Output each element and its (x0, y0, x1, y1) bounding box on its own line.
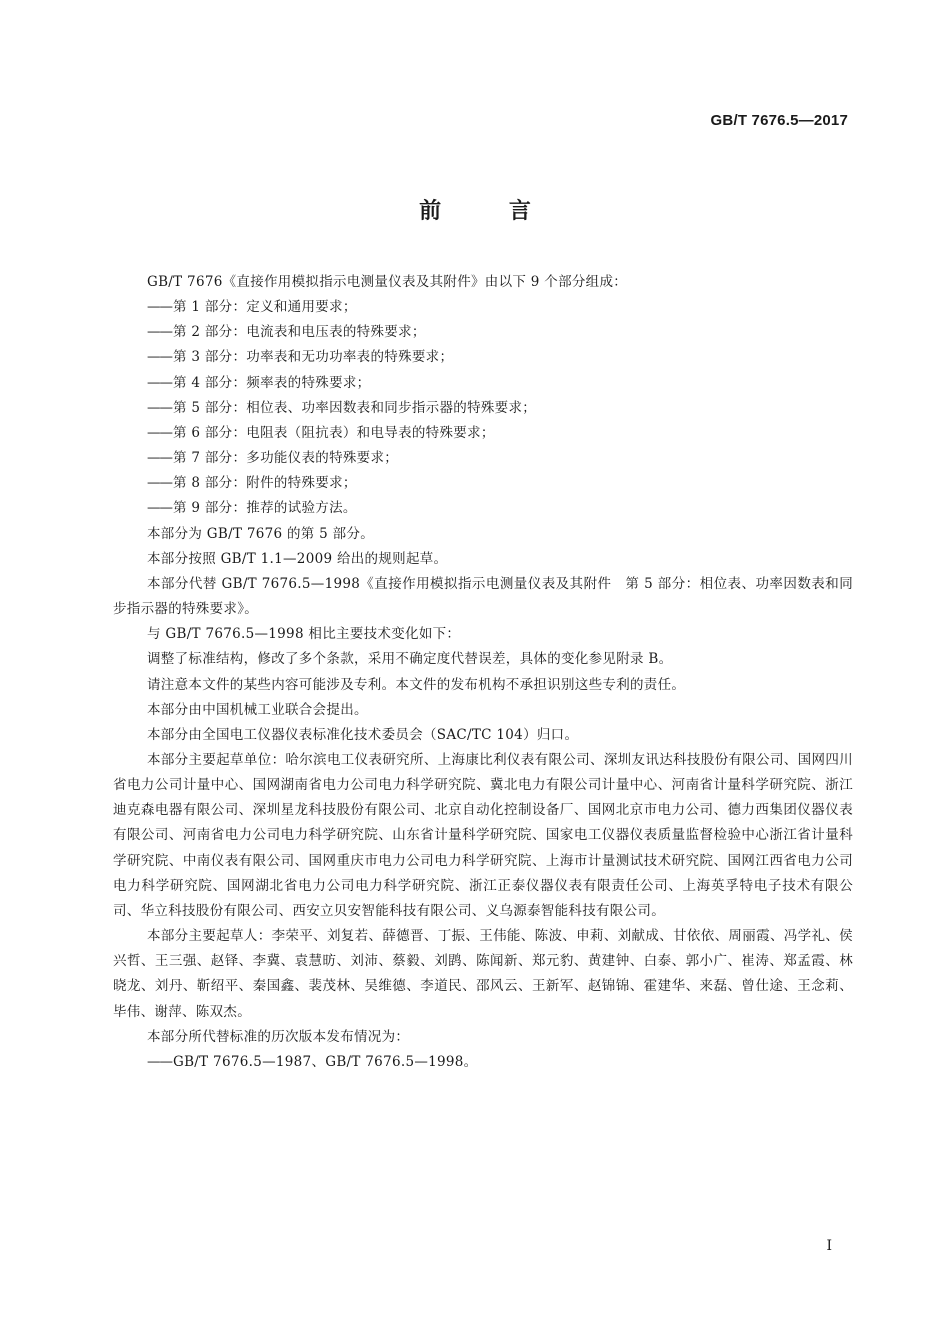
drafters-paragraph: 本部分主要起草人：李荣平、刘复若、薛德晋、丁振、王伟能、陈波、申莉、刘献成、甘依依、周丽霞、冯学礼、侯兴哲、王三强、赵铎、李冀、袁慧昉、刘沛、蔡毅、刘鹍、陈闻新、郑元豹、黄建钟、白泰、郭小广、崔涛、郑孟霞、林晓龙、刘丹、靳绍平、秦国鑫、裴茂林、吴维德、李道民、邵风云、王新军、赵锦锦、霍建华、来磊、曾仕途、王念莉、毕伟、谢萍、陈双杰。 (113, 928, 853, 1020)
parts-list (113, 295, 853, 521)
patent-notice-paragraph: 请注意本文件的某些内容可能涉及专利。本文件的发布机构不承担识别这些专利的责任。 (147, 676, 686, 693)
drafting-units-paragraph: 本部分主要起草单位：哈尔滨电工仪表研究所、上海康比利仪表有限公司、深圳友讯达科技股份有限公司、国网四川省电力公司计量中心、国网湖南省电力公司电力科学研究院、冀北电力有限公司计量中心、河南省计量科学研究院、浙江迪克森电器有限公司、深圳星龙科技股份有限公司、北京自动化控制设备厂、国网北京市电力公司、德力西集团仪器仪表有限公司、河南省电力公司电力科学研究院、山东省计量科学研究院、国家电工仪器仪表质量监督检验中心浙江省计量科学研究院、中南仪表有限公司、国网重庆市电力公司电力科学研究院、上海市计量测试技术研究院、国网江西省电力公司电力科学研究院、国网湖北省电力公司电力科学研究院、浙江正泰仪器仪表有限责任公司、上海英孚特电子技术有限公司、华立科技股份有限公司、西安立贝安智能科技有限公司、义乌源泰智能科技有限公司。 (113, 751, 853, 919)
list-item: —— 第 7 部分：多功能仪表的特殊要求； (113, 446, 853, 471)
replaces-paragraph: 本部分代替 GB/T 7676.5—1998《直接作用模拟指示电测量仪表及其附件 第 5 部分：相位表、功率因数表和同步指示器的特殊要求》。 (113, 575, 853, 618)
list-item: —— 第 4 部分：频率表的特殊要求； (113, 371, 853, 396)
history-versions: —— GB/T 7676.5—1987、GB/T 7676.5—1998。 (113, 1050, 853, 1075)
foreword-body (113, 270, 853, 1075)
managed-by-paragraph: 本部分由全国电工仪器仪表标准化技术委员会（SAC/TC 104）归口。 (147, 726, 579, 743)
page-number: I (826, 1238, 832, 1254)
list-item: —— 第 9 部分：推荐的试验方法。 (113, 496, 853, 521)
changes-intro-paragraph: 与 GB/T 7676.5—1998 相比主要技术变化如下： (147, 626, 461, 643)
proposed-by-paragraph: 本部分由中国机械工业联合会提出。 (147, 701, 368, 718)
changes-detail-paragraph: 调整了标准结构，修改了多个条款，采用不确定度代替误差，具体的变化参见附录 B。 (147, 651, 673, 668)
list-item: —— 第 8 部分：附件的特殊要求； (113, 471, 853, 496)
this-part-paragraph: 本部分为 GB/T 7676 的第 5 部分。 (147, 525, 375, 542)
list-item: —— 第 1 部分：定义和通用要求； (113, 295, 853, 320)
standard-code: GB/T 7676.5—2017 (710, 112, 848, 129)
page-title: 前 言 (419, 198, 561, 224)
list-item: —— 第 6 部分：电阻表（阻抗表）和电导表的特殊要求； (113, 421, 853, 446)
history-intro-paragraph: 本部分所代替标准的历次版本发布情况为： (147, 1028, 410, 1045)
list-item: —— 第 3 部分：功率表和无功功率表的特殊要求； (113, 345, 853, 370)
list-item: —— 第 5 部分：相位表、功率因数表和同步指示器的特殊要求； (113, 396, 853, 421)
list-item: —— 第 2 部分：电流表和电压表的特殊要求； (113, 320, 853, 345)
drafting-rules-paragraph: 本部分按照 GB/T 1.1—2009 给出的规则起草。 (147, 550, 448, 567)
intro-paragraph: GB/T 7676《直接作用模拟指示电测量仪表及其附件》由以下 9 个部分组成： (147, 274, 628, 290)
